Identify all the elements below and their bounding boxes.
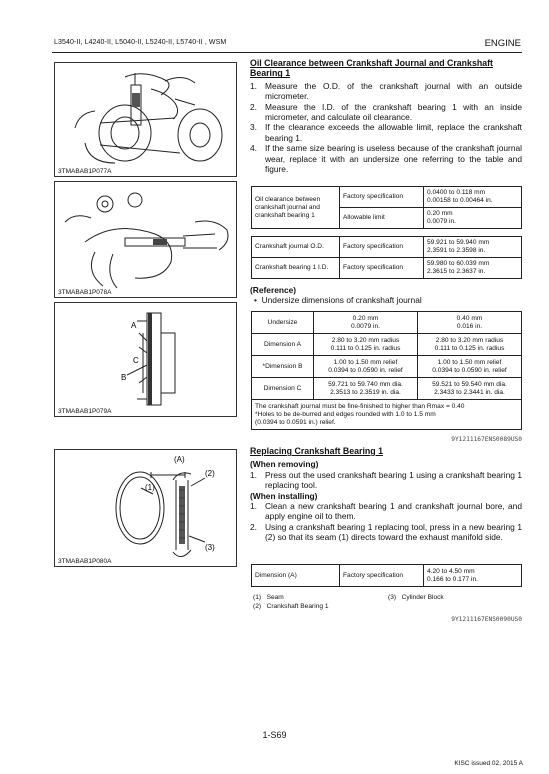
oil-clearance-title: Oil Clearance between Crankshaft Journal and Crankshaft Bearing 1 <box>250 58 493 79</box>
dim-a-value: 4.20 to 4.50 mm 0.166 to 0.177 in. <box>424 565 522 587</box>
dim-item: Crankshaft journal O.D. <box>252 237 340 258</box>
step: 1. Measure the O.D. of the crankshaft journal with an outside micrometer. <box>250 80 522 102</box>
legend-seam: (1) Seam <box>253 594 284 601</box>
header-models: L3540-II, L4240-II, L5040-II, L5240-II, L5740-II , WSM <box>54 39 227 46</box>
dim-value: 59.921 to 59.940 mm 2.3591 to 2.3598 in. <box>424 237 522 258</box>
dim-a-item: Dimension (A) <box>252 565 340 587</box>
fig4-label-2: (2) <box>205 469 215 478</box>
undersize-cell: 2.80 to 3.20 mm radius 0.111 to 0.125 in. radius <box>418 334 522 356</box>
bearing-installation-diagram <box>55 450 237 567</box>
figure-1-caption: 3TMABAB1P077A <box>58 168 112 175</box>
fig3-label-a: A <box>131 321 137 330</box>
reference-section <box>250 285 522 306</box>
doc-code-2: 9Y1211167ENS0090US0 <box>451 616 522 623</box>
undersize-header-b: 0.40 mm 0.016 in. <box>418 312 522 334</box>
page-number: 1-S69 <box>262 730 287 740</box>
figure-2 <box>54 181 237 298</box>
replacing-title: Replacing Crankshaft Bearing 1 <box>250 446 383 456</box>
step: 1. Clean a new crankshaft bearing 1 and crankshaft journal bore, and apply engine oil to them. <box>250 501 522 522</box>
figure-2-caption: 3TMABAB1P078A <box>58 289 112 296</box>
dim-item: Crankshaft bearing 1 I.D. <box>252 258 340 279</box>
replacing-section <box>250 446 522 543</box>
undersize-cell: 1.00 to 1.50 mm relief 0.0394 to 0.0590 in. relief <box>314 356 418 378</box>
undersize-cell: 59.521 to 59.540 mm dia. 2.3433 to 2.3441 in. dia. <box>418 378 522 400</box>
undersize-header-a: 0.20 mm 0.0079 in. <box>314 312 418 334</box>
undersize-row-label: *Dimension B <box>252 356 314 378</box>
figure-3 <box>54 302 237 417</box>
doc-code-1: 9Y1211167ENS0089US0 <box>451 436 522 443</box>
undersize-row-label: Dimension A <box>252 334 314 356</box>
spec-item: Oil clearance between crankshaft journal and crankshaft bearing 1 <box>252 187 340 229</box>
undersize-notes: The crankshaft journal must be fine-finished to higher than Rmax = 0.40 *Holes to be de-burred and edges rounded with 1.0 to 1.5 mm (0.0394 to 0.0591 in.) relief. <box>252 400 522 430</box>
allow-label: Allowable limit <box>340 208 424 229</box>
figure-1 <box>54 62 237 177</box>
removing-steps <box>250 470 522 491</box>
fig4-label-3: (3) <box>205 543 215 552</box>
header-section: ENGINE <box>484 38 521 49</box>
installing-steps <box>250 501 522 543</box>
step: 1. Press out the used crankshaft bearing 1 using a crankshaft bearing 1 replacing tool. <box>250 469 522 491</box>
factory-label: Factory specification <box>340 187 424 208</box>
bearing-inside-micrometer-illustration <box>55 182 237 298</box>
removing-title: (When removing) <box>250 459 319 470</box>
oil-clearance-steps <box>250 81 522 175</box>
legend-cylinder: (3) Cylinder Block <box>388 594 444 601</box>
allow-value: 0.20 mm 0.0079 in. <box>424 208 522 229</box>
reference-bullet: • Undersize dimensions of crankshaft journal <box>254 295 422 306</box>
step: 2. Measure the I.D. of the crankshaft bearing 1 with an inside micrometer, and calculate oil clearance. <box>250 101 522 123</box>
oil-clearance-spec-table <box>251 186 522 229</box>
undersize-table <box>251 311 522 430</box>
reference-title: (Reference) <box>250 285 297 295</box>
step: 3. If the clearance exceeds the allowable limit, replace the crankshaft bearing 1. <box>250 122 522 143</box>
undersize-cell: 59.721 to 59.740 mm dia. 2.3513 to 2.3519 in. dia. <box>314 378 418 400</box>
undersize-cell: 1.00 to 1.50 mm relief 0.0394 to 0.0590 in. relief <box>418 356 522 378</box>
fig4-label-1: (1) <box>145 483 155 492</box>
undersize-dimension-diagram <box>55 303 237 417</box>
factory-value: 0.0400 to 0.118 mm 0.00158 to 0.00464 in. <box>424 187 522 208</box>
figure-4 <box>54 449 237 567</box>
journal-bearing-dim-table <box>251 236 522 279</box>
undersize-header-label: Undersize <box>252 312 314 334</box>
installing-title: (When installing) <box>250 490 318 501</box>
dimension-a-table <box>251 564 522 587</box>
dim-value: 59.980 to 60.039 mm 2.3615 to 2.3637 in. <box>424 258 522 279</box>
figure-4-caption: 3TMABAB1P080A <box>58 558 112 565</box>
oil-clearance-section <box>250 58 522 174</box>
step: 4. If the same size bearing is useless because of the crankshaft journal wear, replace it with an undersize one referring to the table and figure. <box>250 143 522 175</box>
fig3-label-c: C <box>133 356 139 365</box>
step: 2. Using a crankshaft bearing 1 replacing tool, press in a new bearing 1 (2) so that its seam (1) directs toward the exhaust manifold side. <box>250 521 522 543</box>
undersize-row-label: Dimension C <box>252 378 314 400</box>
legend-bearing: (2) Crankshaft Bearing 1 <box>253 603 329 610</box>
figure-3-caption: 3TMABAB1P079A <box>58 408 112 415</box>
dim-label: Factory specification <box>340 258 424 279</box>
crankshaft-journal-measure-illustration <box>55 63 237 177</box>
fig3-label-b: B <box>121 373 127 382</box>
issue-info: KISC issued 02, 2015 A <box>454 760 523 767</box>
dim-label: Factory specification <box>340 237 424 258</box>
fig4-label-a: (A) <box>174 455 185 464</box>
dim-a-label: Factory specification <box>340 565 424 587</box>
header-divider <box>52 52 522 53</box>
undersize-cell: 2.80 to 3.20 mm radius 0.111 to 0.125 in. radius <box>314 334 418 356</box>
